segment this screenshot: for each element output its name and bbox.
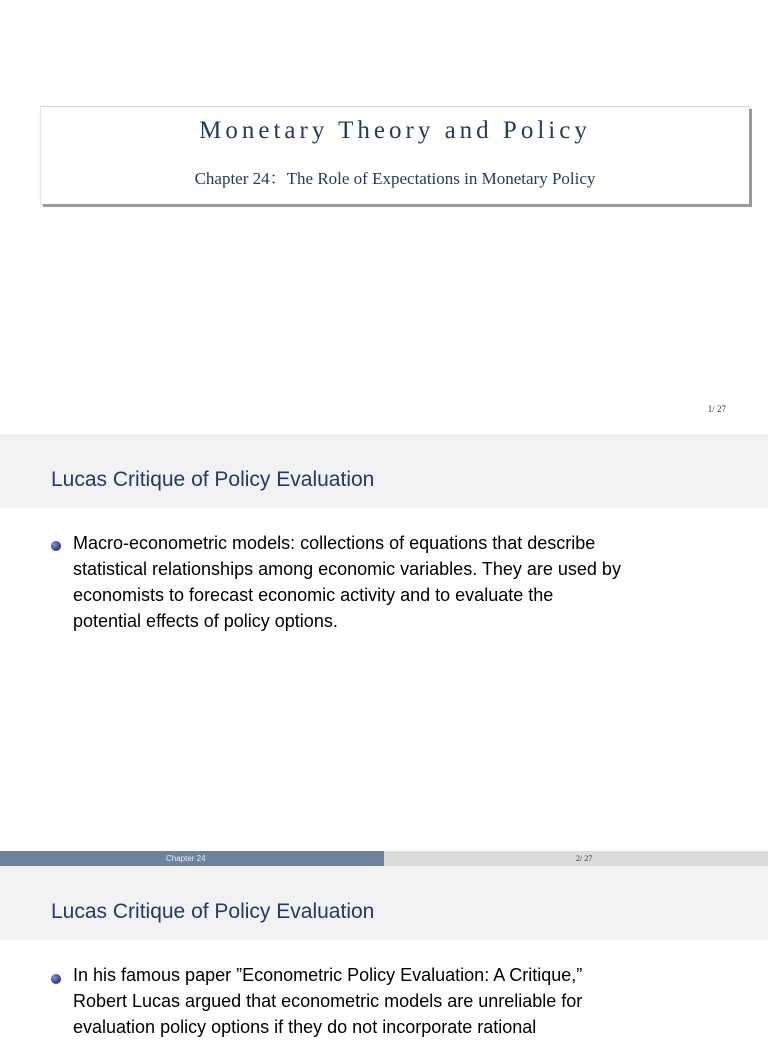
item-line: Robert Lucas argued that econometric models are unreliable for: [73, 991, 583, 1011]
footer-chapter-label: Chapter 24: [166, 854, 206, 863]
list-item: [73, 962, 713, 1040]
page-number: 1/ 27: [707, 404, 726, 414]
item-line: evaluation policy options if they do not incorporate rational: [73, 1017, 537, 1037]
frame-header: [0, 434, 768, 508]
presentation-subtitle: Chapter 24：The Role of Expectations in Monetary Policy: [194, 169, 596, 188]
frame-header: [0, 866, 768, 940]
frame-title: Lucas Critique of Policy Evaluation: [51, 468, 375, 491]
item-line: potential effects of policy options.: [73, 611, 338, 631]
item-line: In his famous paper ”Econometric Policy Evaluation: A Critique,”: [73, 965, 583, 985]
slide-2: [0, 434, 768, 866]
slide-3: [0, 866, 768, 1037]
footer-page: [384, 851, 768, 866]
bullet-icon: [51, 541, 61, 551]
frame-title: Lucas Critique of Policy Evaluation: [51, 900, 375, 923]
title-slide: [0, 0, 768, 434]
item-line: economists to forecast economic activity and to evaluate the: [73, 585, 554, 605]
slide-footer: [0, 851, 768, 866]
bullet-icon: [51, 974, 61, 984]
footer-chapter: [0, 851, 384, 866]
presentation-title: Monetary Theory and Policy: [199, 117, 591, 144]
item-line: Macro-econometric models: collections of equations that describe: [73, 533, 596, 553]
item-line: statistical relationships among economic variables. They are used by: [73, 559, 621, 579]
footer-page-number: 2/ 27: [576, 854, 593, 863]
title-box: [40, 106, 749, 204]
list-item: [73, 530, 713, 634]
